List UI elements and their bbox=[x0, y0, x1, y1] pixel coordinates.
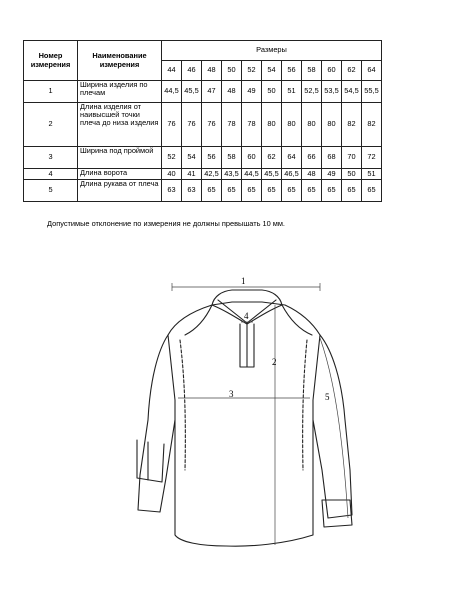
value-cell: 82 bbox=[362, 103, 382, 147]
value-cell: 65 bbox=[302, 180, 322, 202]
left-cuff bbox=[137, 440, 164, 482]
value-cell: 64 bbox=[282, 147, 302, 169]
value-cell: 47 bbox=[202, 81, 222, 103]
value-cell: 44,5 bbox=[162, 81, 182, 103]
value-cell: 58 bbox=[222, 147, 242, 169]
value-cell: 49 bbox=[242, 81, 262, 103]
size-cell: 58 bbox=[302, 61, 322, 81]
row-number: 1 bbox=[24, 81, 78, 103]
left-sleeve-outline bbox=[138, 335, 175, 512]
header-name: Наименование измерения bbox=[78, 41, 162, 81]
value-cell: 65 bbox=[342, 180, 362, 202]
value-cell: 51 bbox=[282, 81, 302, 103]
tolerance-note: Допустимые отклонение по измерения не должны превышать 10 мм. bbox=[47, 219, 285, 228]
value-cell: 65 bbox=[322, 180, 342, 202]
value-cell: 76 bbox=[202, 103, 222, 147]
value-cell: 80 bbox=[262, 103, 282, 147]
value-cell: 54,5 bbox=[342, 81, 362, 103]
value-cell: 51 bbox=[362, 169, 382, 180]
value-cell: 63 bbox=[182, 180, 202, 202]
value-cell: 48 bbox=[302, 169, 322, 180]
row-name: Ширина под проймой bbox=[78, 147, 162, 169]
size-cell: 56 bbox=[282, 61, 302, 81]
size-cell: 54 bbox=[262, 61, 282, 81]
measure-label-1: 1 bbox=[241, 276, 246, 286]
value-cell: 66 bbox=[302, 147, 322, 169]
row-number: 3 bbox=[24, 147, 78, 169]
size-cell: 48 bbox=[202, 61, 222, 81]
value-cell: 76 bbox=[162, 103, 182, 147]
value-cell: 50 bbox=[262, 81, 282, 103]
value-cell: 76 bbox=[182, 103, 202, 147]
size-cell: 52 bbox=[242, 61, 262, 81]
value-cell: 53,5 bbox=[322, 81, 342, 103]
shirt-body-outline bbox=[168, 302, 320, 546]
value-cell: 80 bbox=[282, 103, 302, 147]
value-cell: 65 bbox=[262, 180, 282, 202]
measure-label-2: 2 bbox=[272, 357, 277, 367]
value-cell: 70 bbox=[342, 147, 362, 169]
value-cell: 42,5 bbox=[202, 169, 222, 180]
value-cell: 68 bbox=[322, 147, 342, 169]
value-cell: 62 bbox=[262, 147, 282, 169]
size-cell: 62 bbox=[342, 61, 362, 81]
value-cell: 60 bbox=[242, 147, 262, 169]
value-cell: 52 bbox=[162, 147, 182, 169]
value-cell: 44,5 bbox=[242, 169, 262, 180]
value-cell: 45,5 bbox=[262, 169, 282, 180]
value-cell: 49 bbox=[322, 169, 342, 180]
value-cell: 80 bbox=[322, 103, 342, 147]
measure-label-5: 5 bbox=[325, 392, 330, 402]
value-cell: 78 bbox=[222, 103, 242, 147]
size-cell: 46 bbox=[182, 61, 202, 81]
value-cell: 50 bbox=[342, 169, 362, 180]
size-cell: 44 bbox=[162, 61, 182, 81]
value-cell: 78 bbox=[242, 103, 262, 147]
value-cell: 40 bbox=[162, 169, 182, 180]
value-cell: 54 bbox=[182, 147, 202, 169]
row-name: Ширина изделия по плечам bbox=[78, 81, 162, 103]
value-cell: 43,5 bbox=[222, 169, 242, 180]
header-number: Номер измерения bbox=[24, 41, 78, 81]
value-cell: 65 bbox=[362, 180, 382, 202]
value-cell: 82 bbox=[342, 103, 362, 147]
value-cell: 41 bbox=[182, 169, 202, 180]
value-cell: 48 bbox=[222, 81, 242, 103]
row-name: Длина изделия от наивысшей точки плеча до низа изделия bbox=[78, 103, 162, 147]
value-cell: 65 bbox=[202, 180, 222, 202]
row-name: Длина ворота bbox=[78, 169, 162, 180]
measure-label-4: 4 bbox=[244, 311, 249, 321]
value-cell: 72 bbox=[362, 147, 382, 169]
value-cell: 55,5 bbox=[362, 81, 382, 103]
value-cell: 65 bbox=[242, 180, 262, 202]
value-cell: 65 bbox=[282, 180, 302, 202]
header-sizes: Размеры bbox=[162, 41, 382, 61]
value-cell: 52,5 bbox=[302, 81, 322, 103]
value-cell: 63 bbox=[162, 180, 182, 202]
row-number: 5 bbox=[24, 180, 78, 202]
size-cell: 50 bbox=[222, 61, 242, 81]
row-number: 2 bbox=[24, 103, 78, 147]
size-cell: 60 bbox=[322, 61, 342, 81]
measure-label-3: 3 bbox=[229, 389, 234, 399]
row-number: 4 bbox=[24, 169, 78, 180]
value-cell: 65 bbox=[222, 180, 242, 202]
value-cell: 56 bbox=[202, 147, 222, 169]
value-cell: 46,5 bbox=[282, 169, 302, 180]
value-cell: 45,5 bbox=[182, 81, 202, 103]
value-cell: 80 bbox=[302, 103, 322, 147]
row-name: Длина рукава от плеча bbox=[78, 180, 162, 202]
size-cell: 64 bbox=[362, 61, 382, 81]
